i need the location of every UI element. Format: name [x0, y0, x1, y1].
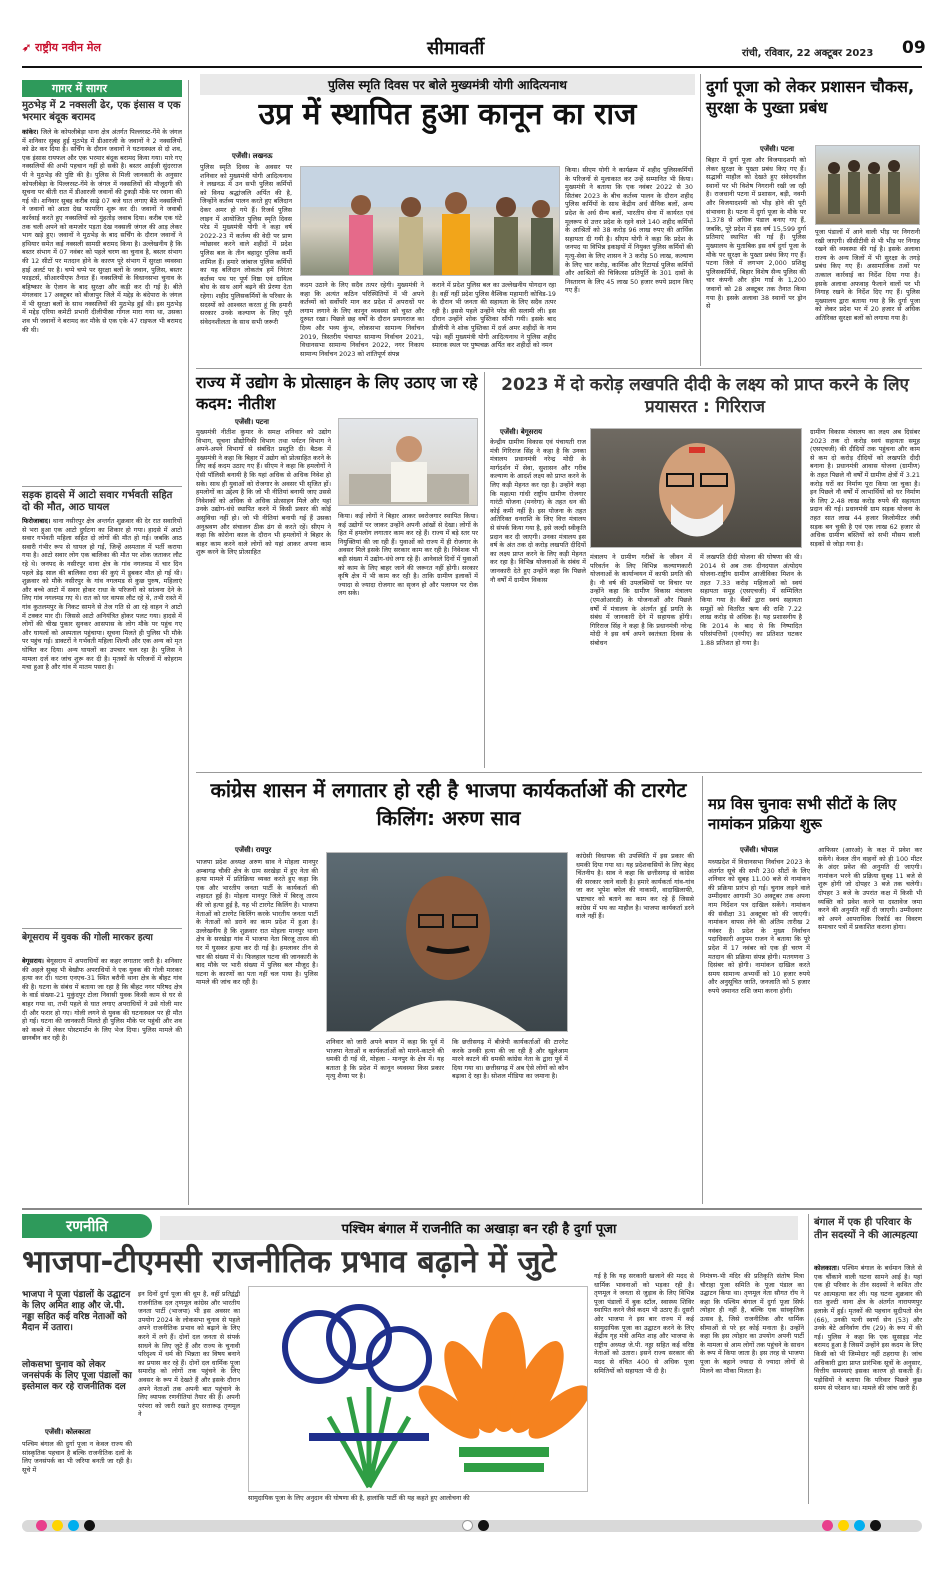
- bengal-story-headline: भाजपा-टीएमसी राजनीतिक प्रभाव बढ़ाने में जुटे: [22, 1244, 557, 1280]
- side-story-headline: बंगाल में एक ही परिवार के तीन सदस्यों ने की आत्महत्या: [814, 1217, 918, 1241]
- nitish-photo: [338, 418, 478, 506]
- arun-story-col-3: कि छत्तीसगढ़ में बीजेपी कार्यकर्ताओं की टारगेट करके उनकी हत्या की जा रही है और खुलेआम मारने काटने की धमकी कांग्रेस नेता के द्वारा पूर्व में दिया गया था। छत्तीसगढ़ में अब ऐसे लोगों को कौन बढ़ावा दे रहा है। सोशल मीडिया का जमाना है।: [452, 1038, 568, 1081]
- giriraj-story-col-1: केन्द्रीय ग्रामीण विकास एवं पंचायती राज मंत्री गिरिराज सिंह ने कहा है कि उनका मंत्रालय प्रधानमंत्री नरेन्द्र मोदी के मार्गदर्शन में सेवा, सुशासन और गरीब कल्याण के आदर्श लक्ष्य को प्राप्त करने के लिए कड़ी मेहनत कर रहा है। उन्होंने कहा कि महात्मा गांधी राष्ट्रीय ग्रामीण रोजगार गारंटी योजना (मनरेगा) के तहत धन की कोई कमी नहीं है। इस योजना के तहत अतिरिक्त धनराशि के लिए वित्त मंत्रालय से संपर्क किया गया है, इसे जल्दी स्वीकृति प्रदान कर दी जाएगी। उनका मंत्रालय इस वर्ष के अंत तक दो करोड़ लखपति दीदियों का लक्ष्य प्राप्त करने के लिए कड़ी मेहनत कर रहा है। विभिन्न योजनाओं के संबंध में जानकारी देते हुए उन्होंने कहा कि पिछले नौ वर्षों में ग्रामीण विकास: [490, 438, 586, 584]
- footer-color-dots: [22, 1520, 922, 1532]
- brief-1-headline: मुठभेड़ में 2 नक्सली ढेर, एक इंसास व एक भरमार बंदूक बरामद: [22, 100, 181, 123]
- giriraj-story-col-2: मंत्रालय ने ग्रामीण गरीबों के जीवन में परिवर्तन के लिए विभिन्न कल्याणकारी योजनाओं के कार्यान्वयन में काफी प्रगति की है। नौ वर्ष की उपलब्धियों पर विचार पर उन्होंने कहा कि ग्रामीण विकास मंत्रालय (एमओआरडी) के योजनाओं और पिछले वर्षों में मंत्रालय के अंतर्गत हुई प्रगति के संबंध में जानकारी देने में सहायक होंगी। गिरिराज सिंह ने कहा है कि प्रधानमंत्री नरेन्द्र मोदी ने इस वर्ष अपने स्वतंत्रता दिवस के संबोधन: [590, 553, 692, 647]
- giriraj-story-col-3: में लखपति दीदी योजना की घोषणा की थी। 2014 से अब तक दीनदयाल अंत्योदय योजना-राष्ट्रीय ग्रामीण आजीविका मिशन के तहत 7.33 करोड़ महिलाओं को स्वयं सहायता समूह (एसएचजी) में सम्मिलित किया गया है। बैंकों द्वारा स्वयं सहायता समूहों को वितरित ऋण की राशि 7.22 लाख करोड़ से अधिक है। यह प्रशासनीय है कि 2014 के बाद से कि निष्पादित परिसंपत्तियों (एनपीए) का प्रतिशत घटकर 1.88 प्रतिशत हो गया है।: [700, 553, 802, 647]
- bengal-pullquote-1: भाजपा ने पूजा पंडालों के उद्घाटन के लिए अमित शाह और जे.पी. नड्डा सहित कई वरिष्ठ नेताओं को मैदान में उतारा।: [22, 1290, 131, 1333]
- brief-1-place: कांकेर।: [22, 128, 39, 136]
- masthead-rule: [22, 66, 922, 68]
- party-symbols-image: [248, 1286, 588, 1492]
- bengal-story-lead: पश्चिम बंगाल की दुर्गा पूजा न केवल राज्य की सांस्कृतिक पहचान है बल्कि राजनीतिक दलों के लिए जनसंपर्क का भी जरिया बनती जा रही है। सूचे में: [22, 1440, 132, 1474]
- newspaper-logo: ➶ राष्ट्रीय नवीन मेल: [22, 41, 101, 54]
- yogi-police-photo: [300, 166, 560, 276]
- page-number: 09: [902, 38, 926, 58]
- footer-dot: [462, 1520, 473, 1531]
- footer-dot: [838, 1520, 849, 1531]
- giriraj-photo: [590, 428, 802, 548]
- brief-3-place: बेगूसराय।: [22, 957, 44, 965]
- brief-divider-2: [22, 928, 182, 929]
- brief-2-body: [22, 517, 182, 925]
- bengal-pullquote-2: लोकसभा चुनाव को लेकर जनसंपर्क के लिए पूजा पंडालों का इस्तेमाल कर रहे राजनीतिक दल: [22, 1360, 132, 1392]
- arun-sao-portrait-illustration: [327, 853, 568, 1032]
- brief-divider-1: [22, 486, 182, 487]
- top-story-col-3: कराने में प्रदेश पुलिस बल का उल्लेखनीय योगदान रहा है। वहीं नहीं प्रदेश पुलिस वैश्विक महामारी कोविड-19 के दौरान भी जनता की सहायता के लिए सदैव तत्पर रही है। इससे पहले उन्होंने परेड की सलामी ली। इस दौरान उन्होंने शोक पुस्तिका सौंपी गयी। इसके बाद डीजीपी ने शोक पुस्तिका में दर्ज अमर शहीदों के नाम पढ़े। वहीं मुख्यमंत्री योगी आदित्यनाथ ने पुलिस शहीद स्मारक स्थल पर पुष्पचक्र अर्पित कर शहीदों को नमन: [432, 281, 556, 350]
- footer-dot: [36, 1520, 47, 1531]
- top-story-col-4: किया। सीएम योगी ने कार्यक्रम में शहीद पुलिसकर्मियों के परिजनों से मुलाकात कर उन्हें सम्मानित भी किया। मुख्यमंत्री ने बताया कि एक नवंबर 2022 से 30 सितंबर 2023 के बीच कर्तव्य पालन के दौरान शहीद पुलिस कर्मियों के साथ केंद्रीय अर्ध सैनिक बलों, अन्य प्रदेश के अर्ध सैन्य बलों, भारतीय सेना में कार्यरत एवं मूलरूप से उत्तर प्रदेश के रहने वाले 140 शहीद कर्मियों के आश्रितों को 38 करोड़ 96 लाख रुपए की आर्थिक सहायता दी गयी है। सीएम योगी ने कहा कि प्रदेश के जनपद या विभिन्न इकाइयों में नियुक्त पुलिस कर्मियों की मृत्यु-सेवा के लिए शासन ने 3 करोड़ 50 लाख, कल्याण के लिए चार करोड़, कार्मिक और रिटायर्ड पुलिस कर्मियों और आश्रितों की चिकित्सा प्रतिपूर्ति के 301 दावों के निस्तारण के लिए 45 लाख 50 हजार रुपये प्रदान किए गए हैं।: [565, 166, 693, 295]
- bengal-story-byline: एजेंसी। कोलकाता: [45, 1428, 91, 1436]
- masthead: [22, 36, 926, 66]
- footer-dot: [84, 1520, 95, 1531]
- durga-story-col-2: पूजा पंडालों में आने वाली भीड़ पर निगरानी रखी जाएगी। सीसीटीवी से भी भीड़ पर निगाह रखने की व्यवस्था की गई है। इसके अलावा राज्य के अन्य जिलों में भी सुरक्षा के तगड़े प्रबंध किए गए हैं। असामाजिक तत्वों पर तत्काल कार्रवाई का निर्देश दिया गया है। इसके अलावा अफवाह फैलाने वालों पर भी निगाह रखने के निर्देश दिए गए हैं। पुलिस मुख्यालय द्वारा बताया गया है कि दुर्गा पूजा को लेकर प्रदेश भर में 20 हजार से अधिक अतिरिक्त सुरक्षा बलों को लगाया गया है।: [815, 228, 920, 322]
- giriraj-story-headline: 2023 में दो करोड़ लखपति दीदी के लक्ष्य को प्राप्त करने के लिए प्रयासरत : गिरिराज: [501, 375, 909, 417]
- row-divider-1: [196, 368, 922, 369]
- row-divider-3: [22, 1208, 922, 1210]
- arun-rule: [702, 776, 703, 1204]
- dateline: रांची, रविवार, 22 अक्टूबर 2023: [742, 48, 874, 59]
- bengal-story-kicker: पश्चिम बंगाल में राजनीति का अखाड़ा बन रही है दुर्गा पूजा: [160, 1216, 798, 1240]
- brief-1-body: [22, 128, 182, 486]
- mp-story-byline: एजेंसी। भोपाल: [740, 846, 778, 854]
- police-march-illustration: [816, 146, 920, 225]
- brief-2-headline: सड़क हादसे में आटो सवार गर्भवती सहित दो की मौत, आठ घायल: [22, 490, 173, 513]
- tmc-bjp-symbols-illustration: [249, 1287, 588, 1492]
- side-story-text: पश्चिम बंगाल के बर्धमान जिले से एक चौंकाने वाली घटना सामने आई है। यहां एक ही परिवार के तीन सदस्यों ने कथित तौर पर आत्महत्या कर ली। यह घटना शुक्रवार की रात कुल्टी थाना क्षेत्र के अंतर्गत नारायणपुर इलाके में हुई। मृतकों की पहचान सुदीपतो सेन (66), उनकी पत्नी स्वर्णा सेन (53) और उनके बेटे अनिर्वाण रॉय (29) के रूप में की गई। पुलिस ने कहा कि एक सुसाइड नोट बरामद हुआ है जिसमें उन्होंने इस कदम के लिए किसी को भी जिम्मेदार नहीं ठहराया है। जांच अधिकारी द्वारा प्राप्त प्रारंभिक सूत्रों के अनुसार, वित्तीय समस्याएं इसका कारण हो सकती हैं। पड़ोसियों ने बताया कि परिवार पिछले कुछ समय से परेशान था। मामले की जांच जारी है।: [814, 1264, 922, 1393]
- top-story-kicker: पुलिस स्मृति दिवस पर बोले मुख्यमंत्री योगी आदित्यनाथ: [200, 74, 695, 95]
- brief-2-place: फिरोजाबाद।: [22, 517, 51, 525]
- mp-story-headline: मप्र विस चुनावः सभी सीटों के लिए नामांकन प्रक्रिया शुरू: [708, 795, 897, 833]
- nitish-story-byline: एजेंसी। पटना: [235, 418, 269, 426]
- durga-story-col-1: बिहार में दुर्गा पूजा और विजयादशमी को लेकर सुरक्षा के पुख्ता प्रबंध किए गए हैं। सद्भावी माहौल को देखते हुए संवेदनशील स्थानों पर भी विशेष निगरानी रखी जा रही है। राजधानी पटना में प्रशासन, बड़ी, नवमी और विजयादशमी को भीड़ होने की पूरी संभावना है। पटना में दुर्गा पूजा के मौके पर 1,378 से अधिक पंडाल बनाए गए हैं, जबकि, पूरे प्रदेश में इस वर्ष 15,599 दुर्गा प्रतिमाएं स्थापित की गई हैं। पुलिस मुख्यालय के मुताबिक इस वर्ष दुर्गा पूजा के मौके पर सुरक्षा के पुख्ता प्रबंध किए गए हैं। पटना जिले में लगभग 2,000 प्रशिक्षु पुलिसकर्मियों, बिहार विशेष सैन्य पुलिस की चार कंपनी और होम गार्ड के 1,200 जवानों को 28 अक्टूबर तक तैनात किया गया है। इसके अलावा 38 स्थानों पर ड्रोन से: [706, 156, 806, 311]
- durga-story-byline: एजेंसी। पटना: [760, 145, 794, 153]
- top-story-col-1: पुलिस स्मृति दिवस के अवसर पर शनिवार को मुख्यमंत्री योगी आदित्यनाथ ने लखनऊ में उन सभी पुलिस कर्मियों को विनम्र श्रद्धांजलि अर्पित की है, जिन्होंने कर्तव्य पालन करते हुए बलिदान देकर अमर हो गये हैं। रिजर्व पुलिस लाइन में आयोजित पुलिस स्मृति दिवस परेड में मुख्यमंत्री योगी ने कहा वर्ष 2022-23 में कर्तव्य की वेदी पर प्राण न्योछावर करने वाले शहीदों में प्रदेश पुलिस बल के तीन बहादुर पुलिस कर्मी शामिल हैं। हमारे जांबाज पुलिस कर्मियों का यह बलिदान लोकतंत्र हमें निरंतर कर्तव्य पथ पर पूर्ण निष्ठा एवं दायित्व बोध के साथ आगे बढ़ने की प्रेरणा देता रहेगा। शहीद पुलिसकर्मियों के परिवार के सदस्यों को आश्वस्त करता हूं कि हमारी सरकार उनके कल्याण के लिए पूरी संवेदनशीलता के साथ सभी जरूरी: [200, 163, 292, 326]
- giriraj-story-col-4: ग्रामीण विकास मंत्रालय का लक्ष्य अब दिसंबर 2023 तक दो करोड़ स्वयं सहायता समूह (एसएचजी) की दीदियों तक पहुंचना और काम से कम दो करोड़ दीदियों को लखपति दीदी बनाना है। प्रधानमंत्री आवास योजना (ग्रामीण) के तहत पिछले नौ वर्षों में ग्रामीण क्षेत्रों में 3.21 करोड़ घरों का निर्माण पूरा किया जा चुका है। इन पिछले नौ वर्षों में लाभार्थियों को घर निर्माण के लिए 2.48 लाख करोड़ रुपये की सहायता प्रदान की गई। प्रधानमंत्री ग्राम सड़क योजना के तहत सात लाख 44 हजार किलोमीटर लंबी सड़क बन चुकी है एवं एक लाख 62 हजार से अधिक ग्रामीण बस्तियों को सभी मौसम वाली सड़कों से जोड़ा गया है।: [810, 428, 920, 548]
- side-story-place: कोलकाता।: [814, 1264, 840, 1272]
- section-name: सीमावर्ती: [427, 38, 485, 59]
- durga-security-photo: [815, 145, 920, 225]
- bengal-section-tab: रणनीति: [22, 1214, 152, 1238]
- footer-dot: [52, 1520, 63, 1531]
- arun-story-headline: कांग्रेस शासन में लगातार हो रही है भाजपा कार्यकर्ताओं की टारगेट किलिंग: अरुण साव: [210, 778, 687, 830]
- police-parade-illustration: [301, 167, 560, 276]
- bengal-photo-caption: सामुदायिक पूजा के लिए अनुदान की घोषणा की है, हालांकि पार्टी की यह कहते हुए आलोचना की: [248, 1494, 470, 1502]
- nitish-rule: [484, 372, 485, 768]
- tmc-grass-flower-icon: [285, 1307, 429, 1487]
- arun-story-byline: एजेंसी। रायपुर: [235, 846, 272, 854]
- top-story-col-2: कदम उठाने के लिए सदैव तत्पर रहेगी। मुख्यमंत्री ने कहा कि अत्यंत कठिन परिस्थितियों में भी अपने कर्तव्यों को सर्वोपरि मान कर प्रदेश में अपराधों पर लगाम लगाने के लिए कानून व्यवस्था को चुस्त और दुरुस्त रखा। पिछले छह वर्षों के दौरान प्रयागराज का दिव्य और भव्य कुंभ, लोकसभा सामान्य निर्वाचन 2019, त्रिस्तरीय पंचायत सामान्य निर्वाचन 2021, विधानसभा सामान्य निर्वाचन 2022, नगर निकाय सामान्य निर्वाचन 2023 को शांतिपूर्ण संपन्न: [300, 281, 424, 358]
- bird-icon: ➶: [22, 41, 32, 54]
- brief-1-text: जिले के कोयलीबेड़ा थाना क्षेत्र अंतर्गत पिल्लरस्ट-गेंमे के जंगल में शनिवार सुबह हुई मुठभेड़ में डीआरजी के जवानों ने 2 नक्सलियों को ढेर कर दिया है। सर्चिंग के दौरान जवानों ने घटनास्थल से दो शव, एक इंसास रायफल और एक भरमार बंदूक बरामद किया गया। मारे गए नक्सलियों की अभी पहचान नहीं हो सकी है। बस्तर आईजी सुंदरराज पी ने मुठभेड़ की पुष्टि की है। पुलिस से मिली जानकारी के अनुसार कोयलीबेड़ा के पिल्लरस्ट-गेंमे के जंगल में नक्सलियों की मौजूदगी की सूचना पर बीती रात में डीआरजी जवानों की टुकड़ी मौके पर रवाना की गई थी। शनिवार सुबह करीब साढ़े 07 बजे घात लगाए बैठे नक्सलियों ने जवानों को आता देख फायरिंग शुरू कर दी। जवानों ने जवाबी कार्रवाई करते हुए नक्सलियों को मुंहतोड़ जवाब दिया। करीब एक घंटे तक चली अपने को कमजोर पड़ता देख नक्सली जंगल की आड़ लेकर भाग खड़े हुए। जवानों ने मुठभेड़ के बाद सर्चिंग के दौरान जवानों ने हथियार समेत कई नक्सली सामग्री बरामद किया है। उल्लेखनीय है कि बस्तर संभाग में 07 नवंबर को पहले चरण का चुनाव है, बस्तर संभाग की 12 सीटों पर मतदान होने के कारण पूरे संभाग में सुरक्षा व्यवस्था हाई अलर्ट पर है। चप्पे चप्पे पर सुरक्षा बलों के जवान, पुलिस, बस्तर फाइटर्स, सीआरपीएफ तैनात हैं। नक्सलियों के विधानसभा चुनाव के बहिष्कार के ऐलान के बाद सुरक्षा और कड़ी कर दी गई है। बीते मंगलवार 17 अक्टूबर को बीजापुर जिले में मद्देड़ के बंदेपारा के जंगल में भी सुरक्षा बलों के साथ नक्सलियों की मुठभेड़ हुई थी। इस मुठभेड़ में मद्देड़ एरिया कमेटी प्रभारी दीलीपीस्रा गोंगल मारा गया था, उसका शव भी जवानों ने बरामद कर मौके से एक एके 47 राइफल भी बरामद की थी।: [22, 128, 182, 334]
- top-story-rule: [700, 74, 701, 366]
- brief-3-headline: बेगूसराय में युवक की गोली मारकर हत्या: [22, 933, 153, 943]
- arun-sao-photo: [326, 852, 568, 1032]
- bengal-story-col-1: इन दिनों दुर्गा पूजा की धूम है, वहीं प्रतिद्वंद्वी राजनीतिक दल तृणमूल कांग्रेस और भारतीय जनता पार्टी (भाजपा) भी इस अवसर का उपयोग 2024 के लोकसभा चुनाव से पहले अपने राजनीतिक प्रभाव को बढ़ाने के लिए करने में लगे हैं। दोनों दल जनता से संपर्क साधने के लिए जुटे हैं और राज्य के चुनावी परिदृश्य में धर्म की भिन्नता का विषय बनाने का प्रयास कर रहे हैं। दोनों दल धार्मिक पूजा समारोह को लोगों तक पहुंचने के लिए अवसर के रूप में देखते हैं और इसके दौरान अपने नेताओं तक अपनी बात पहुंचाने के लिए व्यापक रणनीतियां तैयार की हैं। अपनी परंपरा को जारी रखते हुए सत्तारूढ़ तृणमूल ने: [138, 1290, 240, 1419]
- left-column-rule: [188, 80, 189, 1205]
- left-section-title: गागर में सागर: [22, 80, 182, 97]
- side-story-body: [814, 1264, 922, 1502]
- row-divider-2: [196, 772, 922, 773]
- brief-3-body: [22, 957, 182, 1202]
- brief-3-text: बेगूसराय में अपराधियों का कहर लगातार जारी है। शनिवार की अहले सुबह भी बेखौफ अपराधियों ने एक युवक की गोली मारकर हत्या कर दी। घटना एनएच-31 स्थित बरौनी थाना क्षेत्र के बीहट गांव की है। घटना के संबंध में बताया जा रहा है कि बीहट नगर परिषद क्षेत्र के वार्ड संख्या-21 मुकुंदपुर टोला निवासी युवक किसी काम से घर से बाहर गया था, तभी पहले से घात लगाए अपराधियों ने उसे गोली मार दी और फरार हो गए। गोली लगने से युवक की घटनास्थल पर ही मौत हो गई। घटना की जानकारी मिलते ही पुलिस मौके पर पहुंची और शव को कब्जे में लेकर पोस्टमार्टम के लिए भेज दिया। पुलिस मामले की छानबीन कर रही है।: [22, 957, 182, 1043]
- durga-story-headline: दुर्गा पूजा को लेकर प्रशासन चौकस, सुरक्षा के पुख्ता प्रबंध: [706, 77, 915, 117]
- arun-story-col-1: भाजपा प्रदेश अध्यक्ष अरुण साव ने मोहला मानपुर अम्बागढ़ चौकी क्षेत्र के ग्राम सरखेड़ा में हुए नेता की हत्या मामले में प्रतिक्रिया व्यक्त करते हुए कहा कि एक और भारतीय जनता पार्टी के कार्यकर्ता की शहादत हुई है। मोहला मानपुर जिले में बिरजू तारम की जो हत्या हुई है, यह भी टारगेट किलिंग है। भाजपा नेताओं को टारगेट किलिंग करके भारतीय जनता पार्टी के नेताओं को डराने का काम प्रदेश में हुआ है। उल्लेखनीय है कि शुक्रवार रात मोहला मानपुर थाना क्षेत्र के सरखेड़ा गांव में भाजपा नेता बिरजू तारम की घर में घुसकर हत्या कर दी गई है। हमलावर तीन से चार की संख्या में थे। फिलहाल घटना की जानकारी के बाद मौके पर भारी संख्या में पुलिस बल मौजूद है। घटना के कारणों का पता नहीं चल पाया है। पुलिस मामले की जांच कर रही है।: [196, 858, 318, 987]
- mp-story-col-1: मध्यप्रदेश में विधानसभा निर्वाचन 2023 के अंतर्गत सूचे की सभी 230 सीटों के लिए शनिवार को सुबह 11.00 बजे से नामांकन की प्रक्रिया प्रारंभ हो गई। चुनाव लड़ने वाले उम्मीदवार आगामी 30 अक्टूबर तक अपना नाम निर्देशन पत्र दाखिल सकेंगे। नामांकन की संवीक्षा 31 अक्टूबर को की जाएगी। नामांकन वापस लेने की अंतिम तारीख 2 नवंबर है। प्रदेश के मुख्य निर्वाचन पदाधिकारी अनुपम राजन ने बताया कि पूरे प्रदेश में 17 नवंबर को एक ही चरण में मतदान की प्रक्रिया संपन्न होगी। मतगणना 3 दिसंबर को होगी। नामांकन दाखिल करते समय सामान्य अभ्यर्थी को 10 हजार रुपये और अनुसूचित जाति, जनजाति को 5 हजार रुपये जमानत राशि जमा करना होगी।: [708, 858, 810, 995]
- nitish-story-col-2: किया। कई लोगों ने बिहार आकर स्वरोजगार स्थापित किया। कई उद्योगों पर जाकर उन्होंने अपनी आंखों से देखा। लोगों के हित में हमलोग लगातार काम कर रहे हैं। राज्य में बड़े स्तर पर नियुक्तियां की जा रही हैं। युवाओं को राज्य में ही रोजगार के अवसर मिले इसके लिए सरकार काम कर रही है। निवेशक भी बड़ी संख्या में उद्योग-धंधे लगा रहे हैं। आनेवाले दिनों में युवाओं को काम के लिए बाहर जाने की जरूरत नहीं होगी। सरकार कृषि क्षेत्र में भी काम कर रही है। ताकि ग्रामीण इलाकों में ज्यादा से ज्यादा रोजगार का सृजन हो और पलायन पर रोक लग सके।: [338, 512, 478, 598]
- arun-story-col-4: कांग्रेसी विधायक की उपस्थिति में इस प्रकार की धमकी दिया गया था। यह प्रदेशवासियों के लिए बेहद चिंतनीय है। साव ने कहा कि छत्तीसगढ़ से कांग्रेस की सरकार जाने वाली है। हमारे कार्यकर्ता गांव-गांव जा कर भूपेश बघेल की नाकामी, वादाखिलाफी, भ्रष्टाचार को बताने का काम कर रहे हैं जिससे कांग्रेस में भय का माहौल है। भाजपा कार्यकर्ता डरने वाले नहीं हैं।: [576, 852, 694, 921]
- bengal-story-col-3: निमंत्रण-भी मंदिर की प्रतिकृति संतोष मित्रा चौराहा पूजा समिति के पूजा पंडाल का उद्घाटन किया था। तृणमूल नेता सौगत रॉय ने कहा कि पश्चिम बंगाल में दुर्गा पूजा सिर्फ त्योहार ही नहीं है, बल्कि एक सांस्कृतिक उत्सव है, जिसे राजनीतिक और धार्मिक सीमाओं से परे हर कोई मनाता है। उन्होंने कहा कि इस त्योहार का उपयोग अपनी पार्टी के मामला से आम लोगों तक पहुंचने के साधन के रूप में किया जाता है। इस तरह से भाजपा पूजा के बहाने ज्यादा से ज्यादा लोगों से मिलने का मौका मिलता है।: [700, 1272, 804, 1375]
- footer-dot: [870, 1520, 881, 1531]
- bjp-lotus-icon: [411, 1312, 588, 1472]
- top-story-headline: उप्र में स्थापित हुआ कानून का राज: [258, 97, 637, 132]
- footer-dot: [478, 1520, 489, 1531]
- footer-dot: [822, 1520, 833, 1531]
- bengal-story-col-2: गई है कि यह सरकारी खजाने की मदद से धार्मिक भावनाओं को भड़का रही है। तृणमूल ने जनता से जुड़ाव के लिए विभिन्न पूजा पंडालों में बुक स्टॉल, स्वास्थ्य शिविर स्थापित करने जैसे कदम भी उठाए हैं। दूसरी ओर भाजपा ने इस बार राज्य में कई सामुदायिक पूजा का उद्घाटन करने के लिए केंद्रीय गृह मंत्री अमित शाह और भाजपा के राष्ट्रीय अध्यक्ष जे.पी. नड्डा सहित कई वरिष्ठ नेताओं को उतारा। इसने राज्य सरकार की मदद से वंचित 400 से अधिक पूजा समितियों को सहायता भी दी है।: [594, 1272, 694, 1375]
- nitish-story-col-1: मुख्यमंत्री नीतीश कुमार के समक्ष शनिवार को उद्योग विभाग, सूचना प्रौद्योगिकी विभाग तथा पर्यटन विभाग ने अपने-अपने विभागों से संबंधित प्रस्तुति दी। बैठक में मुख्यमंत्री ने कहा कि बिहार में उद्योग को प्रोत्साहित करने के लिए कई कदम उठाए गए हैं। सीएम ने कहा कि हमलोगों ने ऐसी पॉलिसी बनायी है कि यहां अधिक से अधिक निवेश हो सके। साथ ही युवाओं को रोजगार के अवसर भी सृजित हों। हमलोगों का उद्देश्य है कि जो भी नीतियां बनायी जाए उससे निवेशकों को अधिक से अधिक प्रोत्साहन मिले और यहां उनके उद्योग-धंधे स्थापित करने में किसी प्रकार की कोई असुविधा नहीं हो। जो भी नीतियां बनायी गई हैं उसका अनुश्रवण और संचालन ठीक ढंग से करते रहें। सीएम ने कहा कि कोरोना काल के दौरान भी हमलोगों ने बिहार के बाहर काम करने वाले लोगों को यहां आकर अपना काम शुरू करने के लिए प्रोत्साहित: [196, 428, 331, 557]
- footer-dot: [854, 1520, 865, 1531]
- nitish-story-headline: राज्य में उद्योग के प्रोत्साहन के लिए उठाए जा रहे कदम: नीतीश: [196, 373, 478, 413]
- top-story-byline: एजेंसी। लखनऊ: [232, 152, 273, 160]
- brief-2-text: थाना नसीरपुर क्षेत्र अन्तर्गत शुक्रवार की देर रात सवारियों से भरा हुआ एक आटो दुर्घटना का शिकार हो गया। हादसे में आटो सवार गर्भवती महिला सहित दो लोगों की मौत हो गई। जबकि आठ सवारी गंभीर रूप से घायल हो गई, जिन्हें अस्पताल में भर्ती कराया गया है। आटो सवार लोग एक बालिका की मौत पर शोक जताकर लौट रहे थे। जनपद के नसीरपुर थाना क्षेत्र के गांव नगलमड में चार दिन पहले डेढ़ साल की बालिका राधा की कुएं में डूबकर मौत हो गई थी। शुक्रवार को मौके नसीरपुर के गांव नगलमड से कुछ पुरुष, महिलाएं और बच्चे आटो में सवार होकर राधा के परिजनों को सांत्वना देने के लिए गांव नगलमड गए थे। रात को घर वापस लौट रहे थे, तभी रास्ते में गांव कुतलमपुर के निकट सामने से तेज गति से आ रहे वाहन ने आटो में टक्कर मार दी। जिससे आटो अनियंत्रित होकर पलट गया। हादसे में लोगों की चीख पुकार सुनकर आसपास के लोग मौके पर पहुंच गए और घायलों को अस्पताल पहुंचाया। सूचना मिलते ही पुलिस भी मौके पर पहुंच गई। डाक्टरों ने गर्भवती महिला शिल्पी और एक अन्य को मृत घोषित कर दिया। अन्य घायलों का उपचार चल रहा है। पुलिस ने मामला दर्ज कर जांच शुरू कर दी है। मृतकों के परिजनों में कोहराम मचा हुआ है और गांव में मातम पसरा है।: [22, 517, 182, 672]
- arun-story-col-2: शनिवार को जारी अपने बयान में कहा कि पूर्व में भाजपा नेताओं व कार्यकर्ताओं को मारने-काटने की धमकी दी गई थी, मोहला - मानपुर के क्षेत्र में। यह बताता है कि प्रदेश में कानून व्यवस्था किस प्रकार मृत्यु शैय्या पर है।: [326, 1038, 444, 1081]
- giriraj-story-byline: एजेंसी। बेगूसराय: [500, 428, 543, 436]
- bengal-side-rule: [808, 1214, 809, 1504]
- footer-dot: [68, 1520, 79, 1531]
- giriraj-portrait-illustration: [591, 429, 802, 548]
- mp-story-col-2: आफिसर (आरओ) के कक्ष में प्रवेश कर सकेंगे। केवल तीन वाहनों को ही 100 मीटर के अंदर प्रवेश की अनुमति दी जाएगी। नामांकन भरने की प्रक्रिया सुबह 11 बजे से शुरू होगी जो दोपहर 3 बजे तक चलेगी। दोपहर 3 बजे के उपरांत कक्ष में किसी भी व्यक्ति को प्रवेश करने या दस्तावेज जमा करने की अनुमति नहीं दी जाएगी। उम्मीदवार को अपने आपराधिक रिकॉर्ड का विवरण समाचार पत्रों में प्रकाशित कराना होगा।: [818, 846, 922, 932]
- nitish-portrait-illustration: [339, 419, 478, 506]
